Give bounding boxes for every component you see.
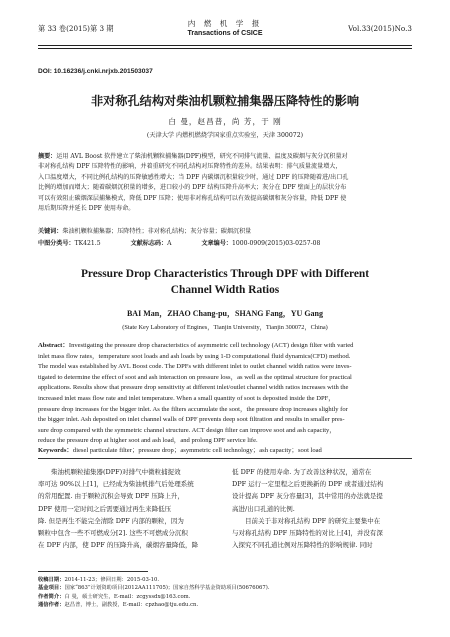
body-line: 设计提高 DPF 灰分容量[3]，其中常用的办法就是提 <box>232 492 383 501</box>
body-line: 降. 但是再生不能完全清除 DPF 内部的颗粒，因为 <box>38 516 184 525</box>
affiliation-cn: (天津大学 内燃机燃烧学国家重点实验室，天津 300072) <box>146 132 304 139</box>
body-line: 高进/出口孔道的比例. <box>232 504 295 513</box>
body-line: 目前关于非对称孔结构 DPF 的研究主要集中在 <box>245 516 381 525</box>
abstract-en-line: sure drop compared with the symmetric channel structure. ACT design filter can improve soot and ash capacity， <box>38 426 336 434</box>
abstract-en-line: reduce the pressure drop at higher soot and ash load，and prolong DPF service life. <box>38 437 258 445</box>
abstract-en-label: Abstract： <box>38 342 69 349</box>
article-no-label: 文章编号： <box>201 240 232 247</box>
abstract-cn-label: 摘要： <box>38 153 57 160</box>
keywords-en-text: diesel particulate filter；pressure drop；asymmetric cell technology；ash capacity；soot load <box>72 447 322 454</box>
doc-code-label: 文献标志码： <box>130 240 168 247</box>
journal-name-cn: 内 燃 机 学 报 <box>187 19 263 28</box>
body-line: 的常用配置. 由于颗粒沉积会导致 DPF 压降上升， <box>38 492 184 501</box>
body-line: DPF 运行一定里程之后更换新的 DPF 或者通过结构 <box>232 480 384 489</box>
keywords-en <box>38 444 412 454</box>
footnote-label: 收稿日期： <box>38 577 65 583</box>
body-line: 低 DPF 的使用寿命. 为了改善这种状况，通常在 <box>232 468 372 476</box>
clc-label: 中图分类号： <box>38 240 75 247</box>
journal-name-en: Transactions of CSICE <box>187 30 263 37</box>
doi[interactable]: DOI: 10.16236/j.cnki.nrjxb.201503037 <box>38 68 153 75</box>
clc-value: TK421.5 <box>74 240 101 247</box>
header-rule <box>38 45 412 46</box>
abstract-en-line: applications. Results show that pressure drop sensitivity at different inlet/outlet channel width ratios increases with the <box>38 384 349 392</box>
footnote-label: 基金项目： <box>38 585 65 592</box>
footnotes <box>38 576 412 610</box>
abstract-en-line: increased inlet mass flow rate and inlet temperature. When a small quantity of soot is deposited inside the DPF， <box>38 394 335 402</box>
classification <box>38 238 412 247</box>
body-line: 在 DPF 内部，使 DPF 的压降升高，碳烟容量降低，降 <box>38 541 198 550</box>
footnote-label: 作者简介： <box>38 593 65 600</box>
footnote-label: 通信作者： <box>38 602 65 609</box>
authors-en: BAI Man，ZHAO Chang-pu，SHANG Fang，YU Gang <box>126 309 324 318</box>
body-line: 率可达 90%以上[1]，已经成为柴油机排气后处理系统 <box>38 480 194 489</box>
footnote-rule <box>38 571 148 572</box>
abstract-cn-line: 非对称孔结构 DPF 压降特性的影响，并着重研究不同孔结构对压降特性的差异。结果表明：排气质量流量增大， <box>38 163 342 171</box>
abstract-cn-line: 可以有效阻止碳烟深层捕集模式，降低 DPF 压降；使用非对称孔结构可以有效提高碳烟和灰分容量，降低 DPF 使 <box>38 194 347 202</box>
abstract-en <box>38 341 412 447</box>
body-line: 柴油机颗粒捕集器(DPF)对排气中微粒捕捉效 <box>51 468 181 476</box>
abstract-en-line: Investigating the pressure drop characteristics of asymmetric cell technology (ACT) design filter with varied <box>68 342 354 349</box>
abstract-cn-line: 运用 AVL Boost 软件建立了柴油机颗粒捕集器(DPF)模型，研究不同排气流量、温度及碳烟与灰分沉积量对 <box>56 153 348 160</box>
title-cn: 非对称孔结构对柴油机颗粒捕集器压降特性的影响 <box>90 94 360 108</box>
doc-code-value: A <box>167 240 172 247</box>
footnote-funding <box>38 584 412 592</box>
footnote-received <box>38 576 412 584</box>
body-line: 颗粒中包含一些不可燃成分[2]. 这些不可燃成分沉积 <box>38 529 188 538</box>
abstract-cn-line: 用后期压降并延长 DPF 使用寿命。 <box>38 205 135 213</box>
issue-info: 第 33 卷(2015)第 3 期 <box>38 24 114 33</box>
footnote-text: 国家“863”计划资助项目(2012AA111705)；国家自然科学基金资助项目(50676067). <box>64 585 270 592</box>
footnote-text: 2014-11-23；修回日期：2015-03-10. <box>64 577 160 583</box>
body-line: 与对称孔结构 DPF 压降特性的对比上[4]，并没有深 <box>232 529 383 538</box>
abstract-cn-line: 入口温度增大，不同比例孔结构的压降敏感性增大；当 DPF 内碳烟沉积量较少时，通过 DPF 的压降随着进/出口孔 <box>38 173 349 181</box>
footnote-author <box>38 593 412 601</box>
title-en <box>50 266 400 298</box>
authors-cn: 白 曼，赵昌普，尚 芳，于 刚 <box>168 117 282 126</box>
abstract-cn-line: 比例的增加而增大；随着碳烟沉积量的增多，进口较小的 DPF 结构压降升高率大；灰分在 DPF 壁面上的层状分布 <box>38 184 347 192</box>
abstract-en-line: inlet mass flow rates，temperature soot loads and ash loads by using 1-D computational fluid dynamics(CFD) method. <box>38 352 351 360</box>
abstract-en-line: The model was established by AVL Boost code. The DPFs with different inlet to outlet channel width ratios were inves- <box>38 363 352 371</box>
abstract-separator <box>38 458 412 459</box>
header-rule-thin <box>38 48 412 49</box>
keywords-cn-label: 关键词： <box>38 228 63 235</box>
affiliation-en: (State Key Laboratory of Engines，Tianjin University，Tianjin 300072，China) <box>122 324 328 331</box>
body-line: 入探究不同孔道比例对压降特性的影响规律. 同时 <box>232 541 373 550</box>
keywords-cn-text: 柴油机颗粒捕集器；压降特性；非对称孔结构；灰分容量；碳烟沉积量 <box>62 228 252 235</box>
title-en-line: Pressure Drop Characteristics Through DPF with Different <box>80 268 370 280</box>
body-line: DPF 使用一定时间之后需要通过再生来降低压 <box>38 504 172 513</box>
body-column-right <box>232 466 412 551</box>
abstract-en-line: tigated to determine the effect of soot and ash interaction on pressure loss，as well as the optimal structure for practical <box>38 373 352 381</box>
article-no-value: 1000-0909(2015)03-0257-08 <box>231 240 321 247</box>
abstract-cn <box>38 152 412 214</box>
footnote-corresponding <box>38 601 412 609</box>
volume-info: Vol.33(2015)No.3 <box>348 24 412 33</box>
running-header <box>38 18 412 44</box>
body-column-left <box>38 466 218 551</box>
title-en-line: Channel Width Ratios <box>170 284 280 296</box>
footnote-text[interactable]: 赵昌普，博士，副教授，E-mail：cpzhao@tju.edu.cn. <box>64 602 199 609</box>
keywords-cn <box>38 226 412 235</box>
keywords-en-label: Keywords： <box>38 447 73 454</box>
footnote-text[interactable]: 白 曼，硕士研究生，E-mail：zcgyssdx@163.com. <box>64 593 191 600</box>
abstract-en-line: the bigger inlet. Ash deposited on inlet channel walls of DPF prevents deep soot filtration and results in smaller pres- <box>38 416 345 424</box>
abstract-en-line: pressure drop increases for the bigger inlet. As the filters accumulate the soot，the pressure drop increases slightly for <box>38 405 348 413</box>
